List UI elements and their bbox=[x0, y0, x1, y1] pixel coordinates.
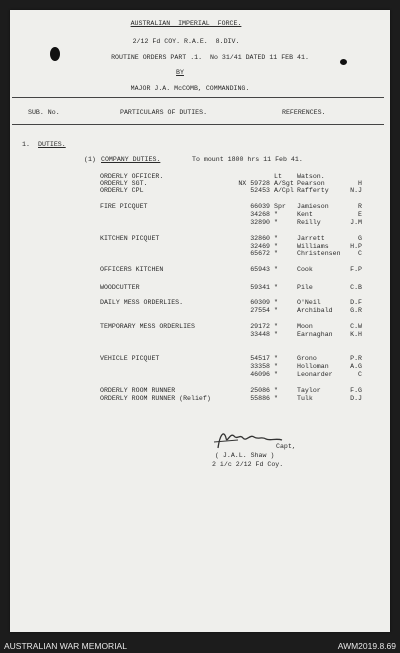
roster-rank: " bbox=[274, 363, 278, 370]
roster-surname: Moon bbox=[297, 323, 313, 330]
roster-rank: " bbox=[274, 235, 278, 242]
footer-bar bbox=[0, 638, 400, 653]
roster-surname: Earnaghan bbox=[297, 331, 333, 338]
roster-initials: N.J bbox=[350, 187, 362, 194]
roster-service-number: 65672 bbox=[250, 250, 270, 257]
roster-rank: " bbox=[274, 307, 278, 314]
section-title: DUTIES. bbox=[38, 141, 66, 148]
column-references: REFERENCES. bbox=[282, 109, 326, 116]
roster-rank: Lt bbox=[274, 173, 282, 180]
roster-rank: " bbox=[274, 243, 278, 250]
section-number: 1. bbox=[22, 141, 30, 148]
roster-surname: Cook bbox=[297, 266, 313, 273]
column-sub-no: SUB. No. bbox=[28, 109, 60, 116]
subsection-number: (1) bbox=[84, 156, 96, 163]
roster-service-number: 25086 bbox=[250, 387, 270, 394]
roster-rank: " bbox=[274, 211, 278, 218]
roster-duty-label: DAILY MESS ORDERLIES. bbox=[100, 299, 184, 306]
roster-surname: Holloman bbox=[297, 363, 329, 370]
roster-surname: Grono bbox=[297, 355, 317, 362]
roster-initials: G.R bbox=[350, 307, 362, 314]
roster-initials: J.M bbox=[350, 219, 362, 226]
roster-surname: Jamieson bbox=[297, 203, 329, 210]
document-page bbox=[10, 10, 390, 632]
roster-rank: " bbox=[274, 395, 278, 402]
divider-bottom bbox=[12, 124, 384, 125]
ink-blot bbox=[340, 59, 347, 65]
roster-initials: F.P bbox=[350, 266, 362, 273]
roster-service-number: 33448 bbox=[250, 331, 270, 338]
roster-initials: H bbox=[358, 180, 362, 187]
roster-duty-label: TEMPORARY MESS ORDERLIES bbox=[100, 323, 195, 330]
column-particulars: PARTICULARS OF DUTIES. bbox=[120, 109, 208, 116]
roster-service-number: 32860 bbox=[250, 235, 270, 242]
roster-surname: Pearson bbox=[297, 180, 325, 187]
roster-surname: Tulk bbox=[297, 395, 313, 402]
roster-duty-label: ORDERLY ROOM RUNNER (Relief) bbox=[100, 395, 211, 402]
footer-reference: AWM2019.8.69 bbox=[337, 641, 396, 651]
roster-duty-label: ORDERLY ROOM RUNNER bbox=[100, 387, 176, 394]
roster-rank: Spr bbox=[274, 203, 286, 210]
footer-credit: AUSTRALIAN WAR MEMORIAL bbox=[4, 641, 127, 651]
roster-service-number: 27554 bbox=[250, 307, 270, 314]
roster-rank: " bbox=[274, 355, 278, 362]
roster-service-number: 66039 bbox=[250, 203, 270, 210]
roster-initials: C bbox=[358, 371, 362, 378]
roster-initials: F.G bbox=[350, 387, 362, 394]
roster-surname: Taylor bbox=[297, 387, 321, 394]
roster-surname: Rafferty bbox=[297, 187, 329, 194]
roster-rank: A/Sgt bbox=[274, 180, 294, 187]
roster-surname: Christensen bbox=[297, 250, 341, 257]
header-by: BY bbox=[176, 69, 184, 76]
roster-rank: " bbox=[274, 219, 278, 226]
signature-title: 2 i/c 2/12 Fd Coy. bbox=[212, 461, 284, 468]
roster-surname: Watson. bbox=[297, 173, 325, 180]
roster-rank: A/Cpl bbox=[274, 187, 294, 194]
roster-surname: Kent bbox=[297, 211, 313, 218]
roster-rank: " bbox=[274, 371, 278, 378]
roster-surname: Archibald bbox=[297, 307, 333, 314]
roster-duty-label: WOODCUTTER bbox=[100, 284, 140, 291]
roster-initials: C bbox=[358, 250, 362, 257]
header-commanding: MAJOR J.A. McCOMB, COMMANDING. bbox=[130, 85, 250, 92]
header-unit: 2/12 Fd COY. R.A.E. 8.DIV. bbox=[132, 38, 240, 45]
roster-initials: K.H bbox=[350, 331, 362, 338]
roster-initials: D.F bbox=[350, 299, 362, 306]
roster-rank: " bbox=[274, 331, 278, 338]
roster-rank: " bbox=[274, 387, 278, 394]
roster-rank: " bbox=[274, 323, 278, 330]
roster-rank: " bbox=[274, 284, 278, 291]
roster-service-number: 46096 bbox=[250, 371, 270, 378]
roster-duty-label: ORDERLY OFFICER. bbox=[100, 173, 164, 180]
roster-surname: O'Neil bbox=[297, 299, 321, 306]
roster-duty-label: ORDERLY SGT. bbox=[100, 180, 148, 187]
roster-surname: Williams bbox=[297, 243, 329, 250]
roster-service-number: 32469 bbox=[250, 243, 270, 250]
roster-initials: G bbox=[358, 235, 362, 242]
signature-rank: Capt, bbox=[276, 443, 296, 450]
roster-service-number: 32890 bbox=[250, 219, 270, 226]
roster-duty-label: FIRE PICQUET bbox=[100, 203, 148, 210]
roster-initials: D.J bbox=[350, 395, 362, 402]
roster-rank: " bbox=[274, 299, 278, 306]
roster-initials: C.W bbox=[350, 323, 362, 330]
subsection-title: COMPANY DUTIES. bbox=[101, 156, 161, 163]
roster-service-number: NX 59728 bbox=[238, 180, 270, 187]
roster-service-number: 59341 bbox=[250, 284, 270, 291]
roster-service-number: 29172 bbox=[250, 323, 270, 330]
roster-service-number: 60309 bbox=[250, 299, 270, 306]
header-force: AUSTRALIAN IMPERIAL FORCE. bbox=[130, 20, 242, 27]
roster-initials: H.P bbox=[350, 243, 362, 250]
roster-rank: " bbox=[274, 266, 278, 273]
roster-duty-label: ORDERLY CPL bbox=[100, 187, 144, 194]
roster-duty-label: OFFICERS KITCHEN bbox=[100, 266, 164, 273]
roster-duty-label: VEHICLE PICQUET bbox=[100, 355, 160, 362]
ink-blot bbox=[50, 47, 60, 61]
roster-initials: P.R bbox=[350, 355, 362, 362]
roster-surname: Leonarder bbox=[297, 371, 333, 378]
roster-service-number: 33358 bbox=[250, 363, 270, 370]
roster-service-number: 55886 bbox=[250, 395, 270, 402]
roster-service-number: 52453 bbox=[250, 187, 270, 194]
roster-initials: R bbox=[358, 203, 362, 210]
roster-initials: E bbox=[358, 211, 362, 218]
roster-surname: Jarrett bbox=[297, 235, 325, 242]
divider-top bbox=[12, 97, 384, 98]
roster-initials: C.B bbox=[350, 284, 362, 291]
roster-duty-label: KITCHEN PICQUET bbox=[100, 235, 160, 242]
roster-service-number: 54517 bbox=[250, 355, 270, 362]
roster-rank: " bbox=[274, 250, 278, 257]
mount-time: To mount 1800 hrs 11 Feb 41. bbox=[192, 156, 303, 163]
roster-service-number: 65943 bbox=[250, 266, 270, 273]
signature-name: ( J.A.L. Shaw ) bbox=[215, 452, 275, 459]
header-orders: ROUTINE ORDERS PART .1. No 31/41 DATED 11 FEB 41. bbox=[111, 54, 309, 61]
roster-surname: Pile bbox=[297, 284, 313, 291]
roster-service-number: 34268 bbox=[250, 211, 270, 218]
roster-initials: A.G bbox=[350, 363, 362, 370]
roster-surname: Reilly bbox=[297, 219, 321, 226]
